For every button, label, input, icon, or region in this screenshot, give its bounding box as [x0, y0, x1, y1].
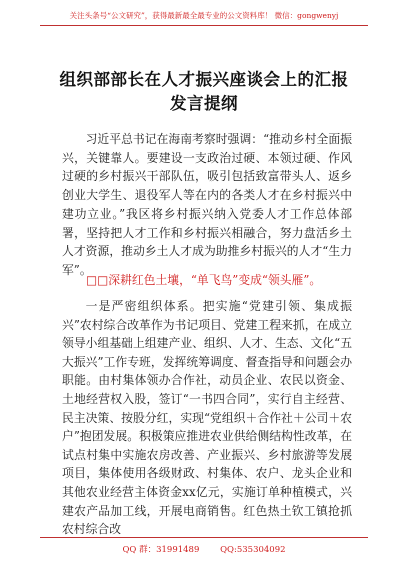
footer-qq: QQ:535304092: [220, 545, 286, 555]
intro-paragraph: 习近平总书记在海南考察时强调：“推动乡村全面振兴，关键靠人。要建设一支政治过硬、本领过硬、作风过硬的乡村振兴干部队伍，吸引包括致富带头人、返乡创业大学生、退役军人等在内的各类人才在乡村振兴中建功立业。”我区将乡村振兴纳入党委人才工作总体部署，坚持把人才工作和乡村振兴相融合，努力盘活乡土人才资源，推动乡土人才成为助推乡村振兴的人才“生力军”。: [62, 132, 352, 277]
footer: [0, 543, 408, 555]
section-paragraph: 一是严密组织体系。把实施“党建引领、集成振兴”农村综合改革作为书记项目、党建工程来抓，在成立领导小组基础上组建产业、组织、人才、生态、文化“五大振兴”工作专班，发挥统筹调度、督查指导和问题会办职能。由村集体领办合作社，动员企业、农民以资金、土地经营权入股，签订“一书四合同”，实行自主经营、民主决策、按股分红，实现“党组织＋合作社＋公司＋农户”抱团发展。积极策应推进农业供给侧结构性改革，在试点村集中实施农房改善、产业振兴、乡村旅游等发展项目，集体使用各级财政、村集体、农户、龙头企业和其他农业经营主体资金xx亿元，实施订单种植模式，兴建农产品加工线，开展电商销售。红色热土钦工镇抢抓农村综合改: [62, 299, 352, 537]
header-divider: [40, 25, 368, 26]
section-subheading: □□深耕红色土壤，“单飞鸟”变成“领头雁”。: [86, 273, 322, 287]
footer-divider: [40, 537, 368, 538]
document-title: 组织部部长在人才振兴座谈会上的汇报发言提纲: [59, 70, 349, 113]
header-banner: 关注头条号“公文研究”，获得最新最全最专业的公文资料库！ 微信：gongwenyj: [69, 11, 339, 20]
footer-qq-group: QQ 群：31991489: [122, 545, 200, 555]
section-body: [62, 297, 352, 539]
intro-section: [62, 130, 352, 280]
